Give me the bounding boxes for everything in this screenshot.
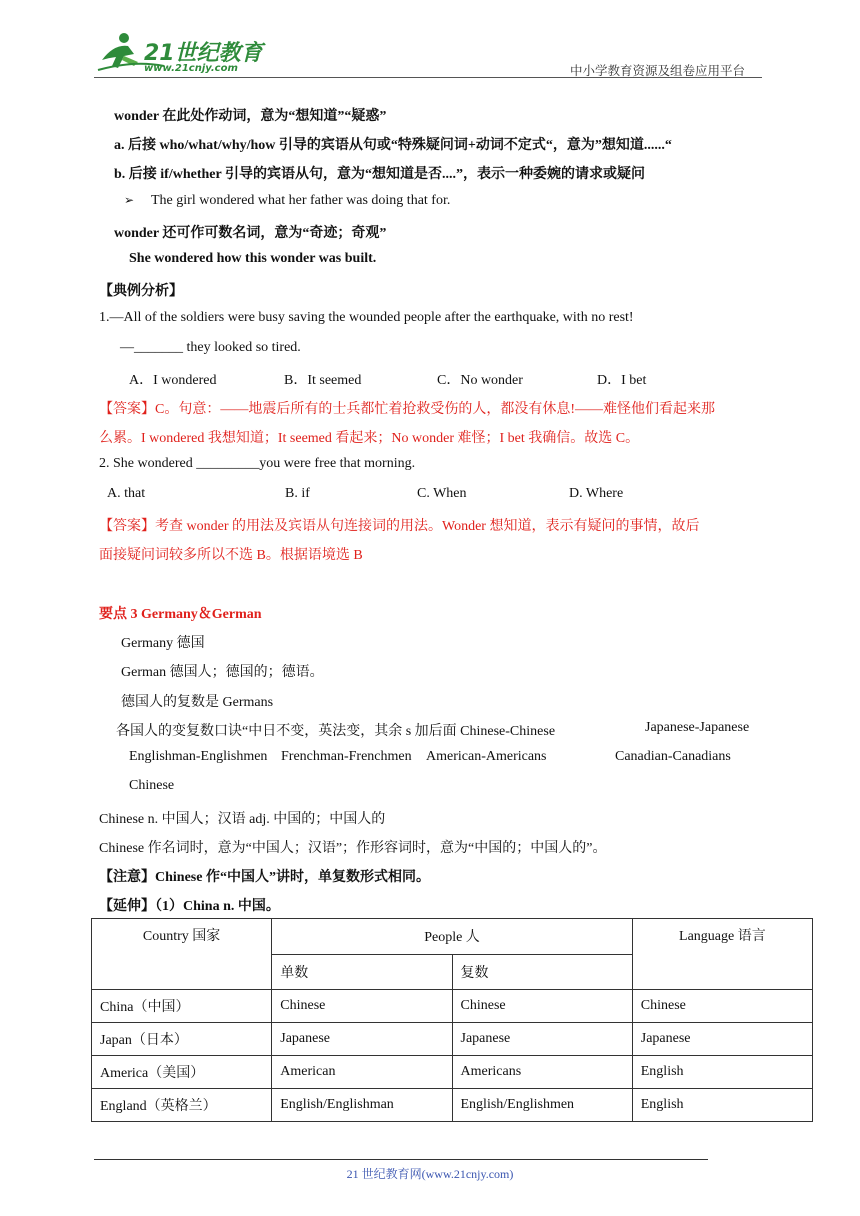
answer-1-line-2: 么累。I wondered 我想知道；It seemed 看起来；No wonder 难怪；I bet 我确信。故选 C。: [99, 431, 640, 446]
plural-american: American-Americans: [426, 749, 547, 764]
singular-cell: Chinese: [272, 990, 452, 1023]
country-people-language-table: [91, 918, 813, 1122]
plural-japanese: Japanese-Japanese: [645, 720, 750, 735]
germany-definition: Germany 德国: [121, 636, 205, 651]
answer-2-line-2: 面接疑问词较多所以不选 B。根据语境选 B: [99, 548, 363, 563]
footer-text[interactable]: 21 世纪教育网(www.21cnjy.com): [346, 1167, 514, 1181]
footer-divider: [94, 1159, 708, 1160]
q2-option-c: C. When: [417, 486, 467, 501]
note-line: 【注意】Chinese 作“中国人”讲时，单复数形式相同。: [99, 870, 430, 885]
site-logo: [94, 30, 264, 80]
country-cell: England（英格兰）: [92, 1089, 272, 1122]
language-cell: English: [632, 1089, 812, 1122]
wonder-verb-line: wonder 在此处作动词，意为“想知道”“疑惑”: [114, 109, 387, 124]
answer-1-line-1: 【答案】C。句意：——地震后所有的士兵都忙着抢救受伤的人，都没有休息!——难怪他们看起来那: [99, 402, 715, 417]
answer-2-line-1: 【答案】考查 wonder 的用法及宾语从句连接词的用法。Wonder 想知道，表示有疑问的事情，故后: [99, 519, 700, 534]
q2-option-a: A. that: [107, 486, 146, 501]
chinese-usage: Chinese 作名词时，意为“中国人；汉语”；作形容词时，意为“中国的；中国人的”。: [99, 841, 607, 856]
country-cell: Japan（日本）: [92, 1023, 272, 1056]
logo-text: 21世纪教育: [144, 41, 263, 66]
plural-cell: Chinese: [452, 990, 632, 1023]
example-sentence-1: The girl wondered what her father was doing that for.: [151, 193, 451, 208]
wonder-noun-line: wonder 还可作可数名词，意为“奇迹；奇观”: [114, 226, 387, 241]
german-definition: German 德国人；德国的；德语。: [121, 665, 324, 680]
table-row: [92, 990, 813, 1023]
plural-rhyme: 各国人的变复数口诀“中日不变，英法变，其余 s 加后面 Chinese-Chinese: [116, 724, 556, 739]
country-cell: China（中国）: [92, 990, 272, 1023]
q1-option-c: C．No wonder: [437, 373, 523, 388]
table-row: [92, 1089, 813, 1122]
q2-option-d: D. Where: [569, 486, 624, 501]
header-singular: 单数: [272, 954, 452, 990]
question-1-blank: —_______ they looked so tired.: [120, 340, 301, 355]
question-2: 2. She wondered _________you were free that morning.: [99, 456, 416, 471]
header-language: Language 语言: [632, 919, 812, 990]
q2-option-b: B. if: [285, 486, 310, 501]
singular-cell: Japanese: [272, 1023, 452, 1056]
header-people: People 人: [272, 919, 633, 955]
header-country: Country 国家: [92, 919, 272, 990]
plural-chinese: Chinese: [129, 778, 175, 793]
question-1: 1.—All of the soldiers were busy saving the wounded people after the earthquake, with no rest!: [99, 310, 634, 325]
header-platform-text: 中小学教育资源及组卷应用平台: [570, 64, 746, 78]
singular-cell: English/Englishman: [272, 1089, 452, 1122]
example-sentence-2: She wondered how this wonder was built.: [129, 251, 377, 266]
q1-option-d: D．I bet: [597, 373, 647, 388]
q1-option-a: A．I wondered: [129, 373, 217, 388]
wonder-point-a: a. 后接 who/what/why/how 引导的宾语从句或“特殊疑问词+动词不定式“，意为”想知道......“: [114, 138, 672, 153]
singular-cell: American: [272, 1056, 452, 1089]
plural-canadian: Canadian-Canadians: [615, 749, 731, 764]
plural-cell: Americans: [452, 1056, 632, 1089]
q1-option-b: B．It seemed: [284, 373, 362, 388]
header-divider: [94, 77, 762, 78]
language-cell: Chinese: [632, 990, 812, 1023]
wonder-point-b: b. 后接 if/whether 引导的宾语从句，意为“想知道是否....”，表示一种委婉的请求或疑问: [114, 167, 645, 182]
extension-line: 【延伸】（1）China n. 中国。: [99, 899, 280, 914]
logo-url: www.21cnjy.com: [144, 63, 238, 74]
header-plural: 复数: [452, 954, 632, 990]
language-cell: English: [632, 1056, 812, 1089]
plural-cell: Japanese: [452, 1023, 632, 1056]
table-row: [92, 1023, 813, 1056]
table-row: [92, 1056, 813, 1089]
section-example-analysis: 【典例分析】: [99, 284, 183, 299]
plural-cell: English/Englishmen: [452, 1089, 632, 1122]
plural-frenchman: Frenchman-Frenchmen: [281, 749, 412, 764]
german-plural-note: 德国人的复数是 Germans: [121, 695, 274, 710]
example-bullet-arrow: ➢: [124, 193, 135, 207]
country-cell: America（美国）: [92, 1056, 272, 1089]
point-3-heading: 要点 3 Germany＆German: [99, 607, 262, 622]
language-cell: Japanese: [632, 1023, 812, 1056]
plural-englishman: Englishman-Englishmen: [129, 749, 268, 764]
chinese-definition: Chinese n. 中国人；汉语 adj. 中国的；中国人的: [99, 812, 386, 827]
